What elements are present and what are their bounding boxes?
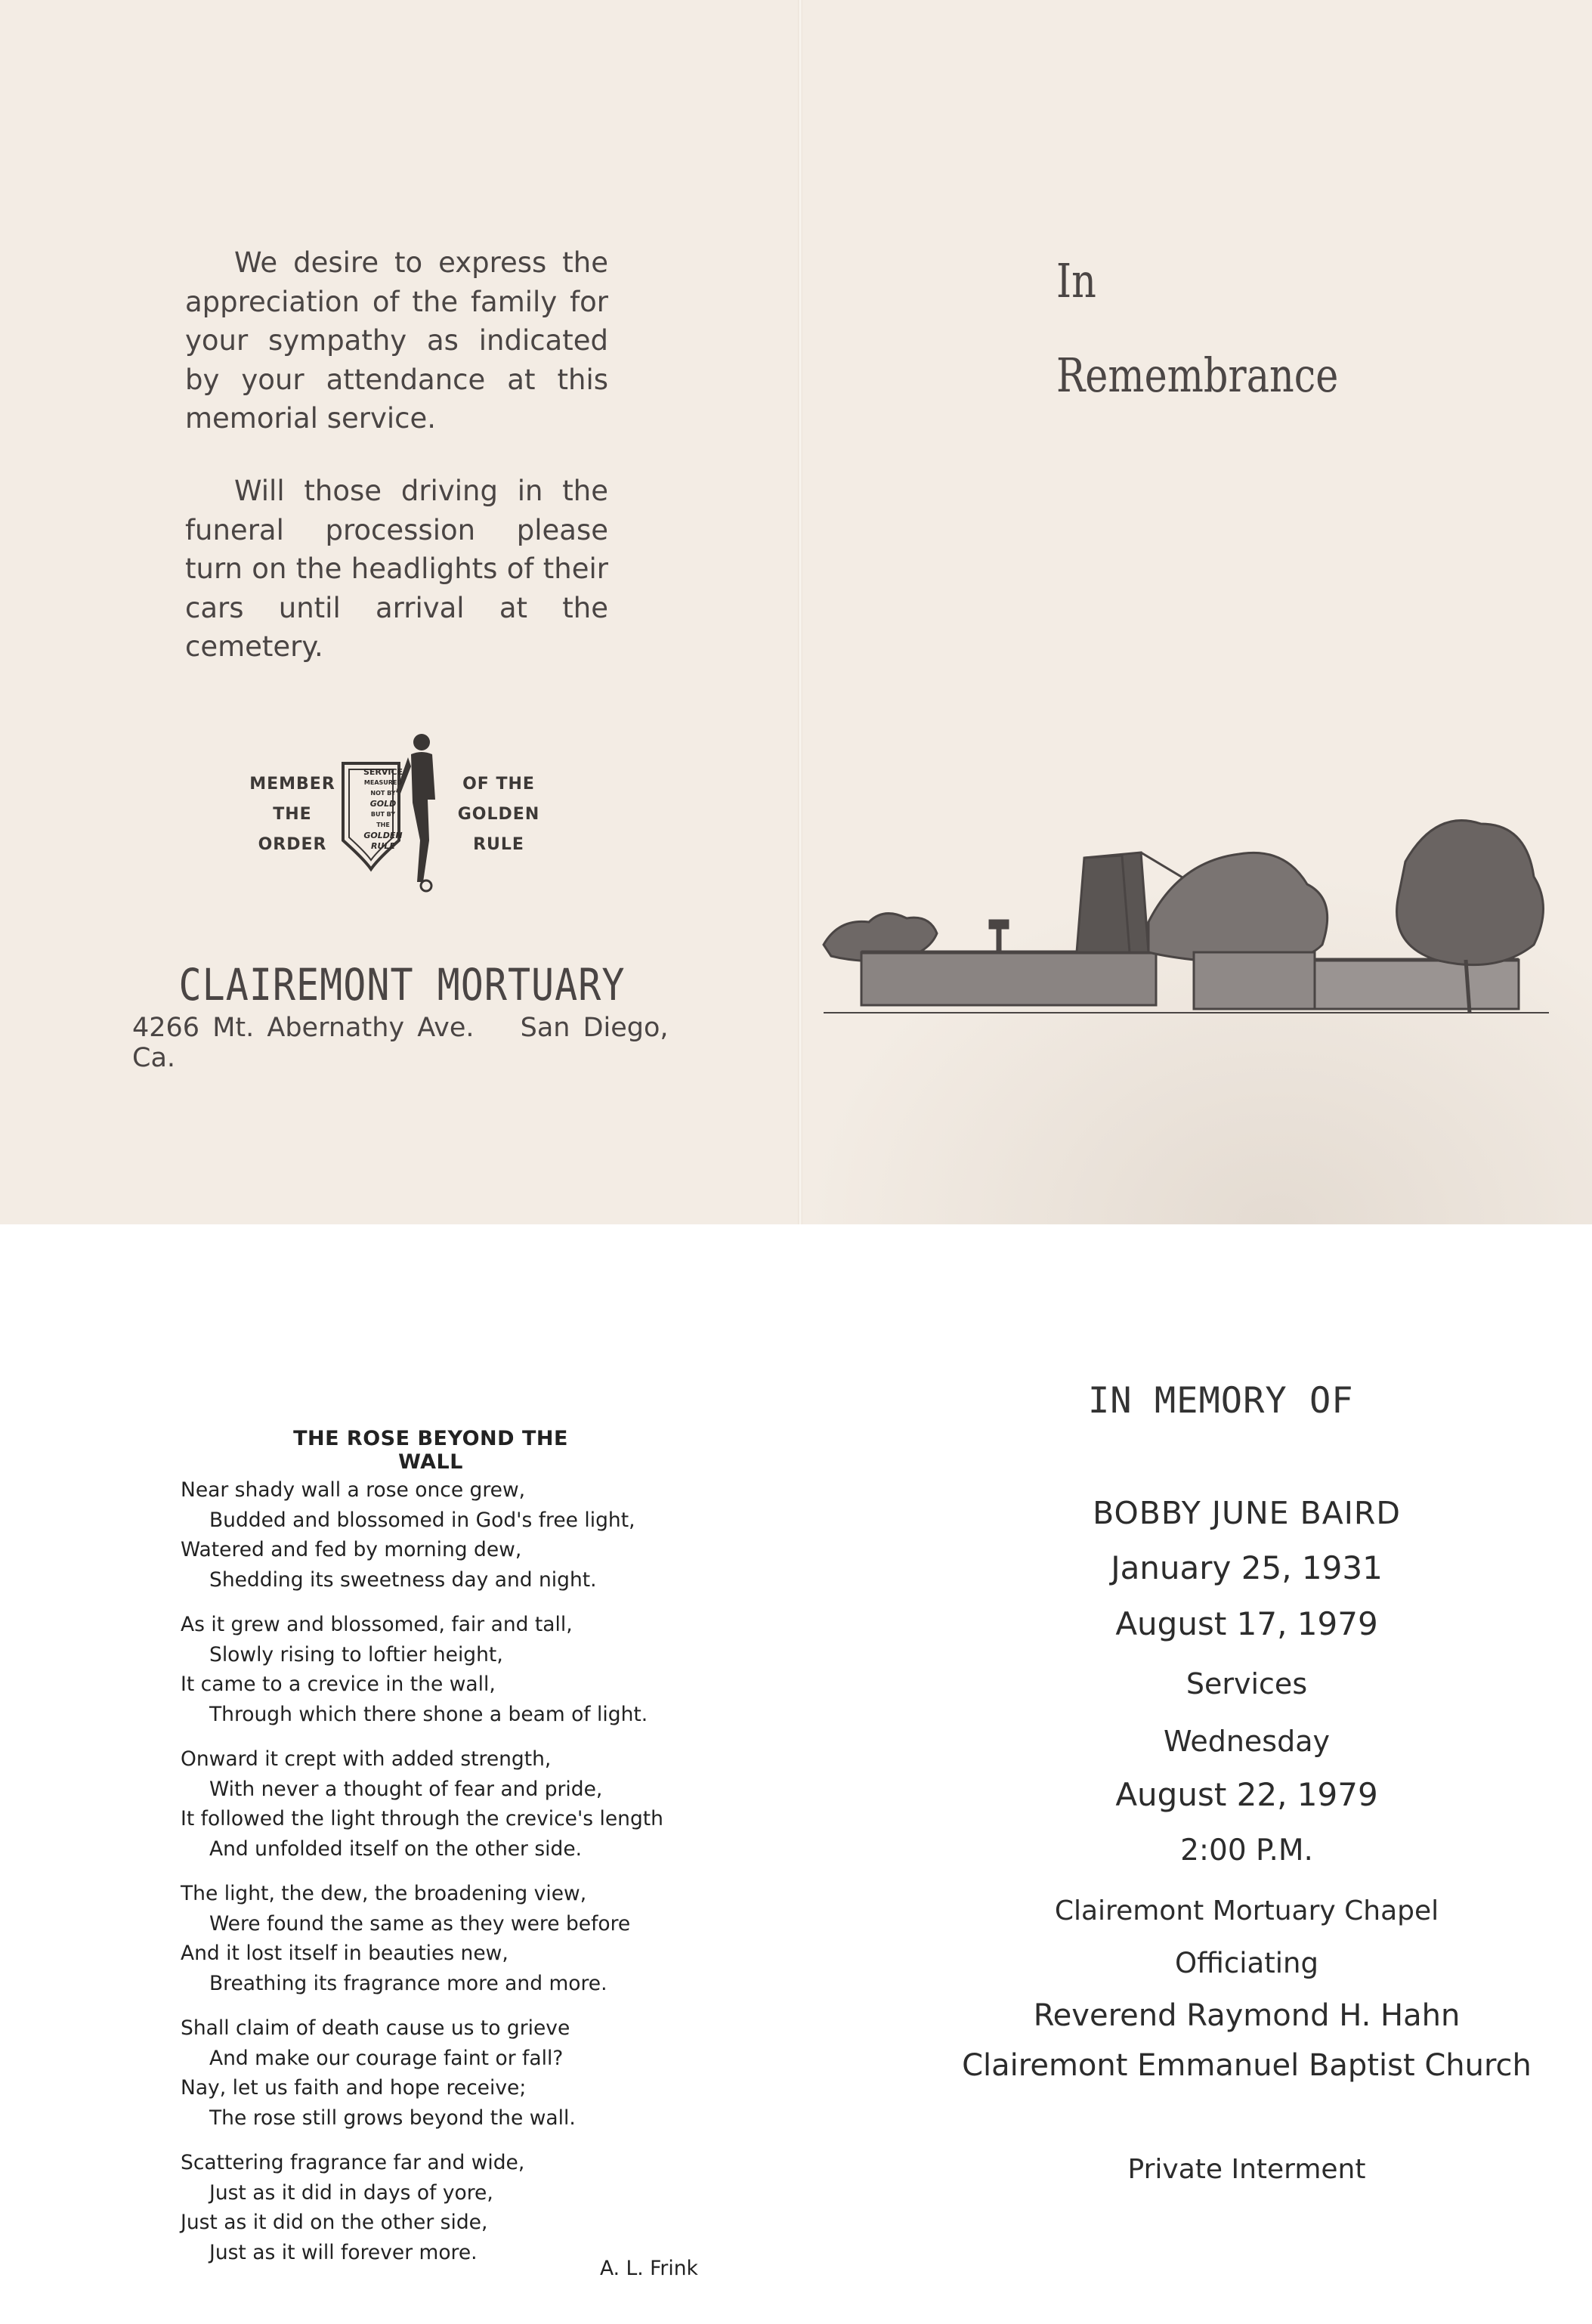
label-member: MEMBER — [249, 775, 335, 794]
poem-line: It came to a crevice in the wall, — [181, 1673, 496, 1696]
church-name: Clairemont Emmanuel Baptist Church — [962, 2048, 1532, 2083]
poem-line: It followed the light through the crevice's length — [181, 1807, 663, 1830]
badge-line: THE — [376, 822, 390, 828]
poem-line: Breathing its fragrance more and more. — [209, 1971, 607, 1995]
poem-line: The rose still grows beyond the wall. — [209, 2106, 576, 2130]
golden-rule-left-label — [243, 769, 342, 860]
poem-stanza — [181, 1610, 725, 1729]
chapel-illustration-icon — [816, 771, 1556, 1028]
poem-line: Just as it did in days of yore, — [209, 2180, 493, 2205]
badge-line: MEASURED — [363, 779, 403, 786]
poem-line: Scattering fragrance far and wide, — [181, 2151, 525, 2174]
poem-line: Nay, let us faith and hope receive; — [181, 2076, 527, 2100]
golden-rule-right-label — [453, 769, 544, 860]
service-time: 2:00 P.M. — [1180, 1834, 1313, 1868]
label-of-the: OF THE — [462, 775, 535, 794]
poem-line: The light, the dew, the broadening view, — [181, 1882, 587, 1905]
poem-line: And it lost itself in beauties new, — [181, 1942, 509, 1965]
poem-line: Just as it will forever more. — [209, 2240, 478, 2264]
mortuary-address — [132, 1013, 691, 1073]
service-day: Wednesday — [1163, 1725, 1330, 1758]
poem-line: Shall claim of death cause us to grieve — [181, 2016, 570, 2040]
poem-line: Budded and blossomed in God's free light, — [209, 1508, 635, 1532]
appreciation-text — [185, 243, 608, 700]
poem — [181, 1475, 725, 2282]
poem-line: Through which there shone a beam of light. — [209, 1702, 648, 1726]
birth-date: January 25, 1931 — [1111, 1549, 1383, 1586]
badge-line: SERVICE — [363, 767, 403, 777]
procession-paragraph: Will those driving in the funeral procession please turn on the headlights of their cars until arrival at the cemetery. — [185, 474, 608, 664]
poem-line: And unfolded itself on the other side. — [209, 1837, 583, 1861]
poem-line: With never a thought of fear and pride, — [209, 1777, 603, 1801]
mortuary-name: CLAIREMONT MORTUARY — [178, 960, 626, 1010]
poem-line: Shedding its sweetness day and night. — [209, 1567, 597, 1592]
poem-stanza — [181, 1744, 725, 1864]
poem-line: Onward it crept with added strength, — [181, 1747, 552, 1771]
label-rule: RULE — [473, 835, 524, 854]
officiating-label: Officiating — [1175, 1947, 1318, 1979]
service-date: August 22, 1979 — [1115, 1776, 1378, 1813]
cover-title-remembrance: Remembrance — [1056, 348, 1339, 403]
poem-line: Watered and fed by morning dew, — [181, 1538, 522, 1561]
officiant-name: Reverend Raymond H. Hahn — [1033, 1998, 1461, 2033]
poem-stanza — [181, 2148, 725, 2267]
label-the: THE — [273, 805, 312, 824]
badge-line: GOLDEN — [363, 831, 403, 840]
interment-note: Private Interment — [1127, 2154, 1366, 2185]
label-order: ORDER — [258, 835, 327, 854]
address-street: 4266 Mt. Abernathy Ave. — [132, 1013, 475, 1043]
poem-stanza — [181, 2013, 725, 2133]
poem-line: Slowly rising to loftier height, — [209, 1642, 503, 1666]
death-date: August 17, 1979 — [1115, 1605, 1378, 1642]
services-label: Services — [1185, 1667, 1308, 1700]
poem-line: As it grew and blossomed, fair and tall, — [181, 1613, 573, 1636]
poem-stanza — [181, 1475, 725, 1595]
poem-line: Just as it did on the other side, — [181, 2211, 488, 2234]
poem-line: Near shady wall a rose once grew, — [181, 1478, 526, 1502]
badge-line: RULE — [371, 841, 395, 851]
deceased-name: BOBBY JUNE BAIRD — [1093, 1495, 1401, 1531]
label-golden: GOLDEN — [457, 805, 540, 824]
cover-title-in: In — [1056, 253, 1096, 308]
address-city: San Diego, Ca. — [132, 1013, 669, 1073]
badge-line: BUT BY — [370, 811, 396, 818]
service-location: Clairemont Mortuary Chapel — [1054, 1895, 1439, 1926]
appreciation-paragraph: We desire to express the appreciation of the family for your sympathy as indicated by your attendance at this memorial service. — [185, 246, 608, 435]
poem-title: THE ROSE BEYOND THE WALL — [293, 1427, 568, 1474]
badge-line: NOT BY — [370, 790, 396, 797]
poem-line: Were found the same as they were before — [209, 1911, 631, 1936]
emblem-badge-text — [349, 767, 417, 852]
badge-line: GOLD — [369, 799, 397, 809]
memorial-heading: IN MEMORY OF — [1088, 1380, 1354, 1422]
poem-line: And make our courage faint or fall? — [209, 2046, 564, 2070]
poem-stanza — [181, 1879, 725, 1998]
poem-author: A. L. Frink — [600, 2257, 698, 2280]
